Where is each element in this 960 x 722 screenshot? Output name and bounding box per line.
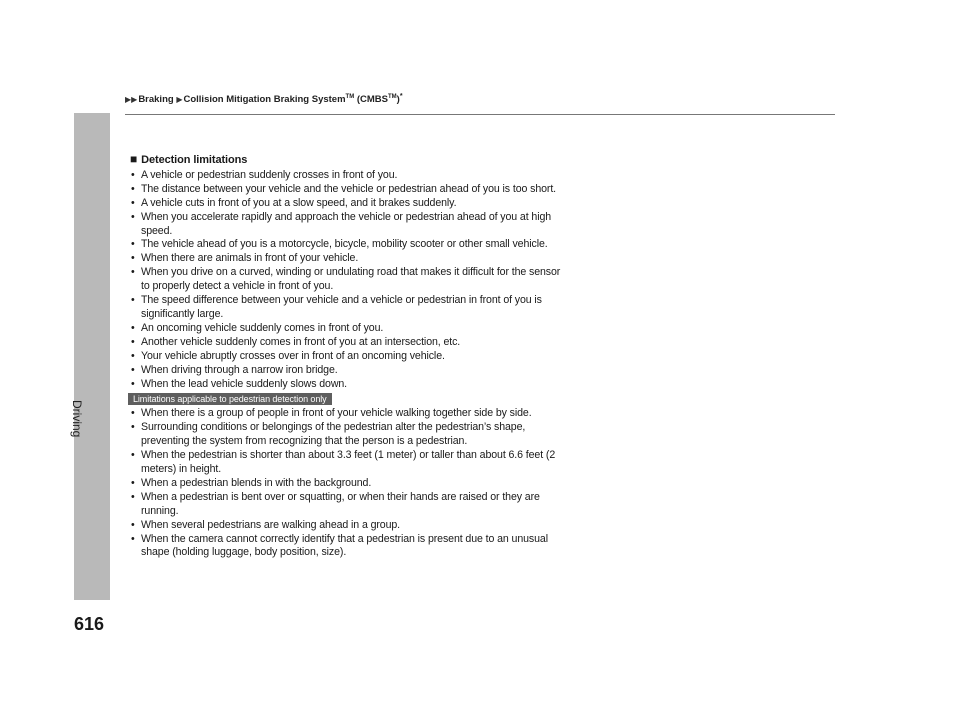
list-item: • Surrounding conditions or belongings of the pedestrian alter the pedestrian’s shape, preventing the system from recognizing that the person is a pedestrian. bbox=[130, 421, 562, 449]
list-item: • When there is a group of people in front of your vehicle walking together side by side. bbox=[130, 407, 562, 421]
header-divider bbox=[125, 114, 835, 115]
list-item: • A vehicle cuts in front of you at a slow speed, and it brakes suddenly. bbox=[130, 197, 562, 211]
list-item: • When the pedestrian is shorter than about 3.3 feet (1 meter) or taller than about 6.6 feet (2 meters) in height. bbox=[130, 449, 562, 477]
list-item: • When you accelerate rapidly and approach the vehicle or pedestrian ahead of you at high speed. bbox=[130, 211, 562, 239]
list-item: • When the camera cannot correctly identify that a pedestrian is present due to an unusual shape (holding luggage, body position, size). bbox=[130, 533, 562, 561]
list-item: • When there are animals in front of your vehicle. bbox=[130, 252, 562, 266]
list-item: • When driving through a narrow iron bridge. bbox=[130, 364, 562, 378]
list-item: • An oncoming vehicle suddenly comes in front of you. bbox=[130, 322, 562, 336]
breadcrumb-item-cmbs[interactable]: Collision Mitigation Braking System™ (CMBS™)* bbox=[183, 93, 403, 106]
list-item: • When a pedestrian is bent over or squatting, or when their hands are raised or they are running. bbox=[130, 491, 562, 519]
trademark-mark: TM bbox=[388, 94, 397, 100]
limitations-list bbox=[130, 169, 562, 392]
list-item: • A vehicle or pedestrian suddenly crosses in front of you. bbox=[130, 169, 562, 183]
breadcrumb-item-braking[interactable]: Braking bbox=[138, 94, 174, 106]
list-item: • When several pedestrians are walking ahead in a group. bbox=[130, 519, 562, 533]
list-item: • When you drive on a curved, winding or undulating road that makes it difficult for the sensor to properly detect a vehicle in front of you. bbox=[130, 266, 562, 294]
section-heading: ■ Detection limitations bbox=[130, 152, 248, 166]
square-bullet-icon: ■ bbox=[130, 152, 138, 166]
main-content bbox=[130, 153, 562, 560]
list-item: • Another vehicle suddenly comes in front of you at an intersection, etc. bbox=[130, 336, 562, 350]
list-item: • When a pedestrian blends in with the background. bbox=[130, 477, 562, 491]
pedestrian-limitations-badge: Limitations applicable to pedestrian detection only bbox=[128, 393, 332, 405]
asterisk-mark: * bbox=[399, 93, 403, 100]
triangle-right-icon: ▶ bbox=[176, 95, 183, 105]
triangle-right-icon: ▶▶ bbox=[125, 95, 138, 105]
page-number: 616 bbox=[74, 614, 105, 634]
pedestrian-limitations-list bbox=[130, 407, 562, 560]
list-item: • When the lead vehicle suddenly slows down. bbox=[130, 378, 562, 392]
section-tab bbox=[74, 113, 110, 600]
list-item: • The speed difference between your vehicle and a vehicle or pedestrian in front of you is significantly large. bbox=[130, 294, 562, 322]
breadcrumb bbox=[125, 93, 403, 105]
section-tab-label: Driving bbox=[70, 400, 84, 438]
list-item: • The distance between your vehicle and the vehicle or pedestrian ahead of you is too short. bbox=[130, 183, 562, 197]
list-item: • The vehicle ahead of you is a motorcycle, bicycle, mobility scooter or other small vehicle. bbox=[130, 238, 562, 252]
trademark-mark: TM bbox=[345, 94, 355, 100]
list-item: • Your vehicle abruptly crosses over in front of an oncoming vehicle. bbox=[130, 350, 562, 364]
